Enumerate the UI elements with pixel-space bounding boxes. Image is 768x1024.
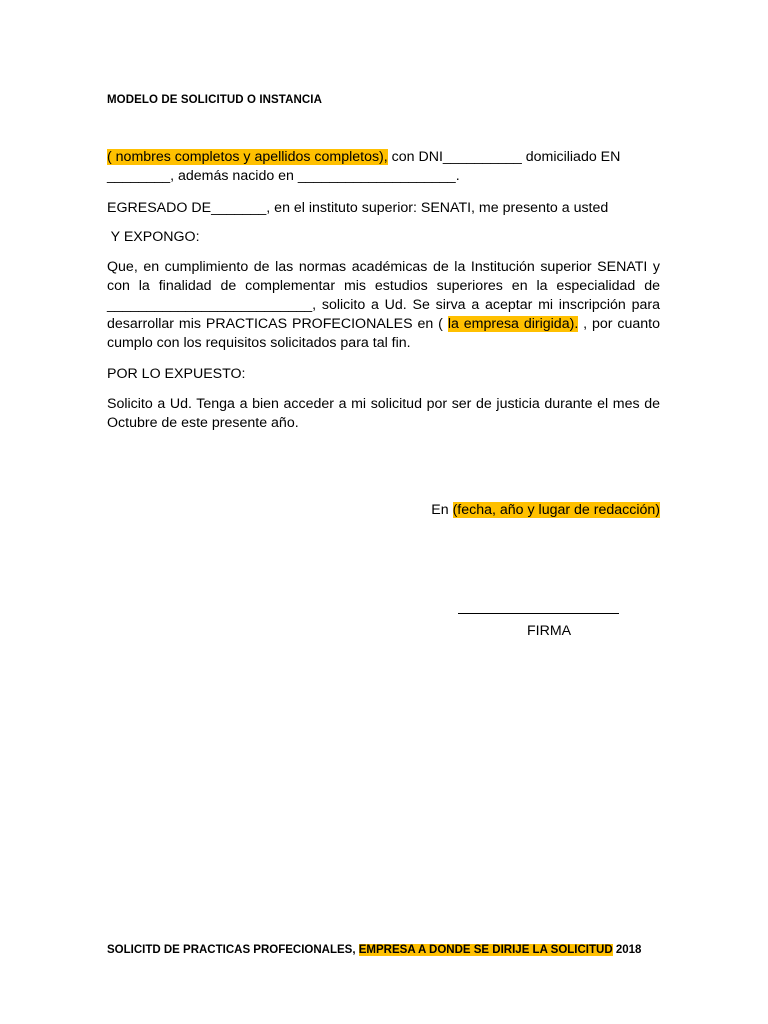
signature-line bbox=[458, 613, 619, 614]
paragraph-request-body bbox=[107, 258, 660, 353]
footer-year: 2018 bbox=[612, 944, 642, 956]
paragraph-applicant bbox=[107, 148, 660, 186]
highlight-date: (fecha, año y lugar de redacción) bbox=[452, 502, 660, 518]
document-footer bbox=[107, 944, 641, 956]
request-body-text: Que, en cumplimiento de las normas académicas de la Institución superior SENATI y con la finalidad de complementar mis estudios superiores en la especialidad de __________________________, solicito a Ud. Se sirva a aceptar mi inscripción para desarrollar mis PRACTICAS PROFECIONALES en ( bbox=[107, 259, 660, 332]
highlight-applicant-name: ( nombres completos y apellidos completos), bbox=[107, 149, 388, 165]
highlight-company: la empresa dirigida). bbox=[447, 316, 579, 332]
applicant-birthplace-text: ________, además nacido en ____________________. bbox=[107, 168, 460, 184]
paragraph-solicito: Solicito a Ud. Tenga a bien acceder a mi solicitud por ser de justicia durante el mes de Octubre de este presente año. bbox=[107, 396, 660, 431]
paragraph-por-lo-expuesto: POR LO EXPUESTO: bbox=[107, 366, 246, 382]
paragraph-expongo: Y EXPONGO: bbox=[107, 229, 200, 245]
footer-highlight: EMPRESA A DONDE SE DIRIJE LA SOLICITUD bbox=[358, 944, 613, 956]
document-title: MODELO DE SOLICITUD O INSTANCIA bbox=[107, 94, 322, 106]
signature-label: FIRMA bbox=[527, 623, 572, 639]
applicant-dni-text: con DNI__________ domiciliado EN bbox=[387, 149, 621, 165]
date-prefix: En bbox=[431, 502, 453, 518]
request-body-tail: , por cuanto cumplo con los requisitos solicitados para tal fin. bbox=[107, 316, 661, 351]
paragraph-egresado: EGRESADO DE_______, en el instituto superior: SENATI, me presento a usted bbox=[107, 200, 609, 216]
date-line bbox=[431, 502, 660, 518]
footer-text: SOLICITD DE PRACTICAS PROFECIONALES, bbox=[107, 944, 359, 956]
